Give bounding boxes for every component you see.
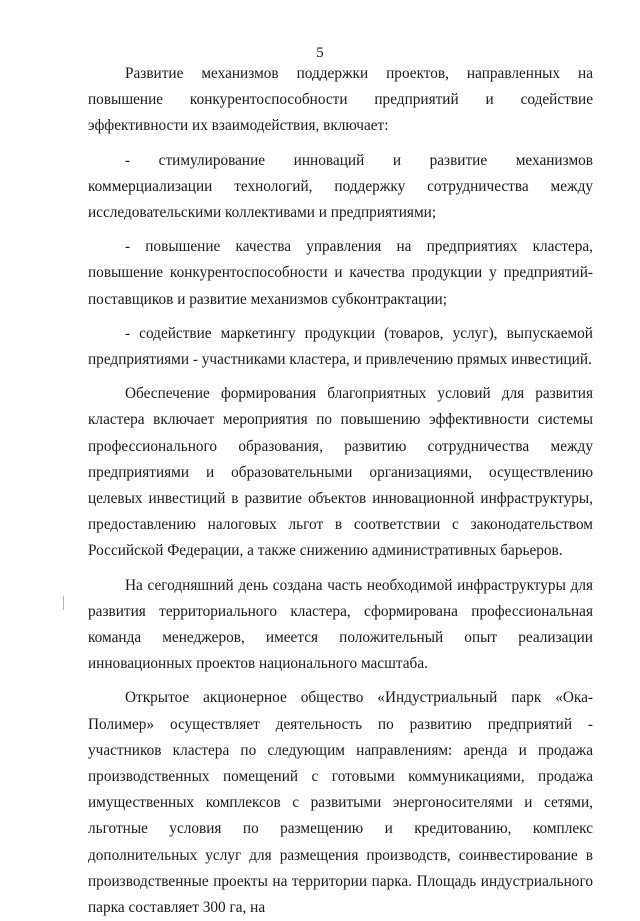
- scan-margin-mark: [63, 596, 64, 610]
- document-body: [88, 61, 593, 921]
- paragraph-favorable-conditions: Обеспечение формирования благоприятных условий для развития кластера включает мероприятия по повышению эффективности системы профессионального образования, развитию сотрудничества между предприятиями и образовательными организациями, осуществлению целевых инвестиций в развитие объектов инновационной инфраструктуры, предоставлению налоговых льгот в соответствии с законодательством Российской Федерации, а также снижению административных барьеров.: [88, 385, 593, 560]
- paragraph-support-mechanisms: Развитие механизмов поддержки проектов, направленных на повышение конкурентоспособности предприятий и содействие эффективности их взаимодействия, включает:: [88, 65, 593, 135]
- page-number: 5: [316, 45, 324, 61]
- paragraph-industrial-park: Открытое акционерное общество «Индустриальный парк «Ока-Полимер» осуществляет деятельность по развитию предприятий - участников кластера по следующим направлениям: аренда и продажа производственных помещений с готовыми коммуникациями, продажа имущественных комплексов с развитыми энергоносителями и сетями, льготные условия по размещению и кредитованию, комплекс дополнительных услуг для размещения производств, соинвестирование в производственные проекты на территории парка. Площадь индустриального парка составляет 300 га, на: [88, 689, 593, 917]
- list-item-management-quality: - повышение качества управления на предприятиях кластера, повышение конкурентоспособности и качества продукции у предприятий-поставщиков и развитие механизмов субконтрактации;: [88, 238, 593, 308]
- list-item-innovation: - стимулирование инноваций и развитие механизмов коммерциализации технологий, поддержку сотрудничества между исследовательскими коллективами и предприятиями;: [88, 151, 593, 222]
- paragraph-infrastructure: На сегодняшний день создана часть необходимой инфраструктуры для развития территориального кластера, сформирована профессиональная команда менеджеров, имеется положительный опыт реализации инновационных проектов национального масштаба.: [88, 576, 593, 673]
- list-item-marketing: - содействие маркетингу продукции (товаров, услуг), выпускаемой предприятиями - участниками кластера, и привлечению прямых инвестиций.: [88, 324, 593, 369]
